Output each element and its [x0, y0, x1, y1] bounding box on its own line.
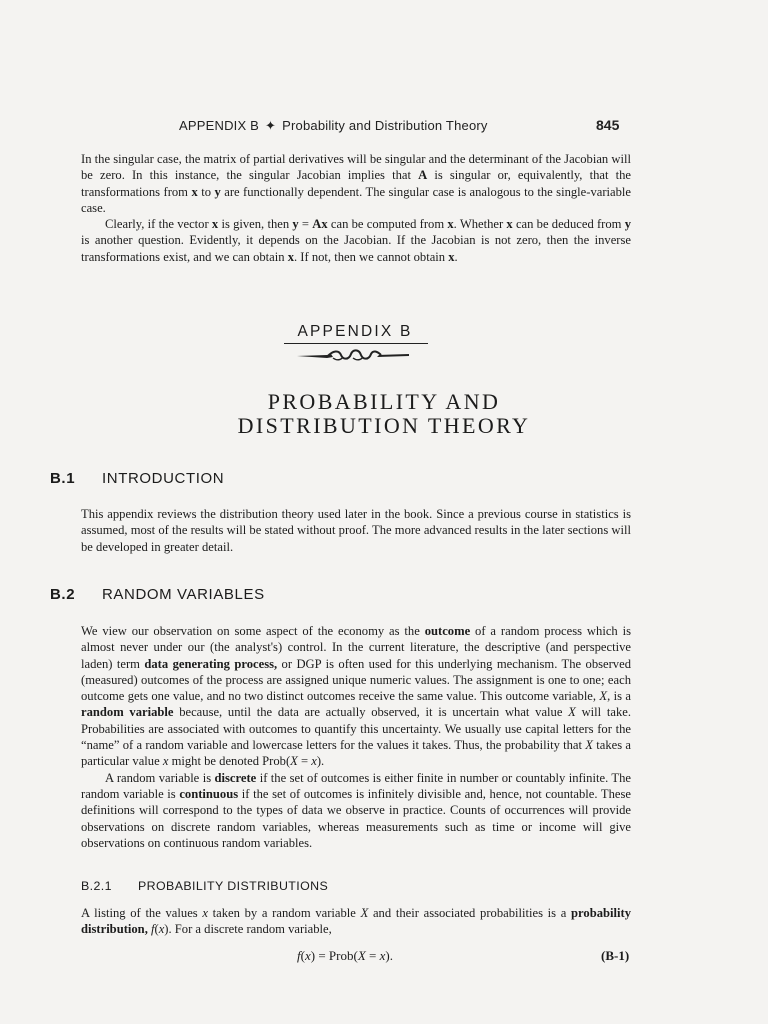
section-title: INTRODUCTION — [102, 470, 225, 487]
chapter-title — [120, 390, 648, 438]
appendix-rule — [284, 343, 428, 344]
appendix-label: APPENDIX B — [297, 323, 413, 340]
random-variables-text — [81, 623, 631, 851]
section-heading-b2 — [50, 586, 265, 603]
ornament-flourish — [297, 348, 409, 362]
running-head-appendix: APPENDIX B — [179, 118, 260, 133]
equation: f(x) = Prob(X = x). — [297, 948, 393, 963]
previous-section-text — [81, 151, 631, 265]
page-number: 845 — [596, 117, 620, 133]
running-head-separator: ✦ — [265, 118, 277, 133]
chapter-title-line: PROBABILITY AND — [267, 389, 501, 414]
section-title: RANDOM VARIABLES — [102, 586, 265, 603]
paragraph: Clearly, if the vector x is given, then y = Ax can be computed from x. Whether x can be deduced from y is another question. Evidently, it depends on the Jacobian. If the Jacobian is not zero, then the inverse transformations exist, and we can obtain x. If not, then we cannot obtain x. — [81, 217, 632, 264]
section-heading-b1 — [50, 470, 224, 487]
running-head — [0, 118, 768, 138]
paragraph: A random variable is discrete if the set of outcomes is either finite in number or countably infinite. The random variable is continuous if the set of outcomes is infinitely divisible and, hence, not countable. These definitions will correspond to the types of data we observe in practice. Counts of occurrences will provide observations on discrete random variables, whereas measurements such as time or income will give observations on continuous random variables. — [81, 770, 631, 850]
section-number: B.2 — [50, 586, 76, 603]
section-number: B.1 — [50, 470, 76, 487]
subsection-number: B.2.1 — [81, 879, 112, 893]
paragraph: This appendix reviews the distribution theory used later in the book. Since a previous course in statistics is assumed, most of the results will be stated without proof. The more advanced results in the later sections will be developed in greater detail. — [81, 507, 631, 554]
subsection-title: PROBABILITY DISTRIBUTIONS — [138, 879, 329, 893]
chapter-title-line: DISTRIBUTION THEORY — [237, 413, 531, 438]
paragraph: We view our observation on some aspect of the economy as the outcome of a random process which is almost never under our (the analyst's) control. In the current literature, the descriptive (and perspective laden) term data generating process, or DGP is often used for this underlying mechanism. The observed (measured) outcomes of the process are assigned unique numeric values. The assignment is one to one; each outcome gets one value, and no two distinct outcomes receive the same value. This outcome variable, X, is a random variable because, until the data are actually observed, it is uncertain what value X will take. Probabilities are associated with outcomes to quantify this uncertainty. We usually use capital letters for the “name” of a random variable and lowercase letters for the values it takes. Thus, the probability that X takes a particular value x might be denoted Prob(X = x). — [81, 624, 631, 769]
introduction-text — [81, 506, 631, 555]
probability-distributions-text — [81, 905, 631, 938]
running-head-text — [179, 118, 488, 134]
subsection-heading-b21 — [81, 879, 328, 893]
paragraph: In the singular case, the matrix of partial derivatives will be singular and the determinant of the Jacobian will be zero. In this instance, the singular Jacobian implies that A is singular or, equivalently, that the transformations from x to y are functionally dependent. The singular case is analogous to the single-variable case. — [81, 152, 631, 215]
paragraph: A listing of the values x taken by a random variable X and their associated probabilities is a probability distribution, f(x). For a discrete random variable, — [81, 906, 632, 937]
running-head-title: Probability and Distribution Theory — [282, 118, 488, 133]
equation-number: (B-1) — [601, 948, 630, 963]
